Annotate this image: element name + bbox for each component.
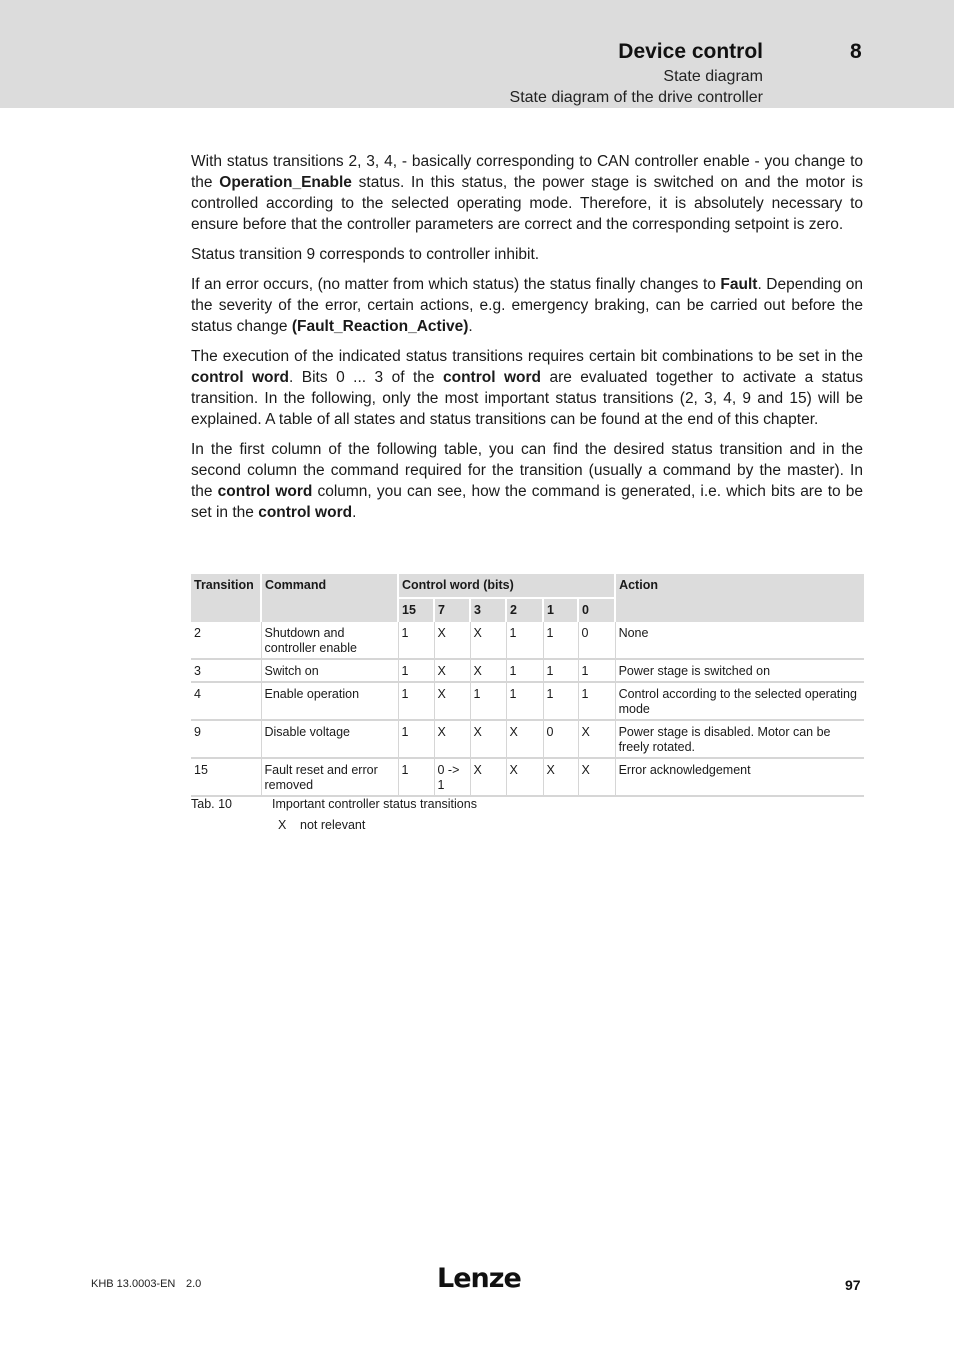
cell-bit: 1	[506, 682, 543, 720]
footer-version: 2.0	[186, 1278, 202, 1290]
table-caption-text: Important controller status transitions	[272, 797, 477, 811]
cell-command: Switch on	[261, 659, 398, 682]
cell-bit: 1	[543, 622, 578, 659]
cell-bit: X	[543, 758, 578, 796]
bit-header: 0	[578, 598, 615, 622]
cell-command: Shutdown and controller enable	[261, 622, 398, 659]
bit-header: 15	[398, 598, 434, 622]
table-row	[191, 622, 864, 659]
bit-header: 1	[543, 598, 578, 622]
cell-bit: X	[470, 758, 506, 796]
header-control-word: Control word (bits)	[398, 574, 615, 598]
cell-transition: 3	[191, 659, 261, 682]
paragraph: Status transition 9 corresponds to controller inhibit.	[191, 246, 540, 263]
table-row	[191, 659, 864, 682]
cell-bit: X	[470, 720, 506, 758]
cell-bit: 1	[578, 659, 615, 682]
body-text	[191, 151, 863, 532]
cell-bit: 1	[543, 659, 578, 682]
cell-transition: 4	[191, 682, 261, 720]
footer-document-id: KHB 13.0003-EN	[91, 1278, 176, 1290]
table-row	[191, 682, 864, 720]
cell-command: Disable voltage	[261, 720, 398, 758]
cell-action: Power stage is disabled. Motor can be freely rotated.	[615, 720, 864, 758]
paragraph: The execution of the indicated status transitions requires certain bit combinations to be set in the control word. Bits 0 ... 3 of the control word are evaluated together to activate a status transition. In the following, only the most important status transitions (2, 3, 4, 9 and 15) will be explained. A table of all states and status transitions can be found at the end of this chapter.	[191, 348, 864, 428]
cell-bit: X	[434, 720, 470, 758]
header-command: Command	[261, 574, 398, 622]
cell-bit: 0 -> 1	[434, 758, 470, 796]
cell-bit: 1	[578, 682, 615, 720]
bit-header: 7	[434, 598, 470, 622]
cell-bit: 1	[470, 682, 506, 720]
cell-bit: 1	[398, 659, 434, 682]
cell-bit: X	[578, 720, 615, 758]
cell-bit: 0	[543, 720, 578, 758]
cell-bit: X	[434, 682, 470, 720]
subsection-subtitle: State diagram of the drive controller	[509, 89, 763, 106]
bit-header: 2	[506, 598, 543, 622]
legend-text: not relevant	[300, 818, 366, 832]
cell-bit: 1	[398, 622, 434, 659]
cell-bit: 0	[578, 622, 615, 659]
cell-command: Enable operation	[261, 682, 398, 720]
cell-bit: X	[470, 622, 506, 659]
legend-key: X	[278, 818, 287, 832]
cell-bit: 1	[398, 758, 434, 796]
cell-transition: 15	[191, 758, 261, 796]
cell-transition: 9	[191, 720, 261, 758]
status-transition-table	[191, 574, 864, 797]
paragraph: In the first column of the following table, you can find the desired status transition and in the second column the command required for the transition (usually a command by the master). In the control word column, you can see, how the command is generated, i.e. which bits are to be set in the control word.	[191, 441, 863, 521]
cell-bit: X	[434, 659, 470, 682]
cell-action: Control according to the selected operating mode	[615, 682, 864, 720]
section-subtitle: State diagram	[663, 68, 763, 85]
page-number: 97	[845, 1277, 861, 1293]
cell-bit: 1	[543, 682, 578, 720]
table-caption-label: Tab. 10	[191, 797, 233, 811]
cell-transition: 2	[191, 622, 261, 659]
cell-bit: X	[506, 720, 543, 758]
lenze-logo: Lenze	[437, 1263, 521, 1294]
cell-bit: 1	[506, 659, 543, 682]
cell-bit: 1	[506, 622, 543, 659]
cell-bit: X	[506, 758, 543, 796]
paragraph: With status transitions 2, 3, 4, - basically corresponding to CAN controller enable - you change to the Operation_Enable status. In this status, the power stage is switched on and the motor is controlled according to the selected operating mode. Therefore, it is absolutely necessary to ensure before that the controller parameters are correct and the corresponding setpoint is zero.	[191, 153, 863, 233]
table-row	[191, 758, 864, 796]
bit-header: 3	[470, 598, 506, 622]
header-transition: Transition	[191, 574, 261, 622]
cell-bit: 1	[398, 720, 434, 758]
cell-bit: X	[578, 758, 615, 796]
chapter-title: Device control	[618, 40, 763, 63]
header-band	[0, 0, 954, 108]
cell-action: None	[615, 622, 864, 659]
cell-action: Error acknowledgement	[615, 758, 864, 796]
cell-command: Fault reset and error removed	[261, 758, 398, 796]
cell-bit: X	[434, 622, 470, 659]
cell-bit: X	[470, 659, 506, 682]
paragraph: If an error occurs, (no matter from which status) the status finally changes to Fault. Depending on the severity of the error, certain actions, e.g. emergency braking, can be carried out before the status change (Fault_Reaction_Active).	[191, 276, 864, 335]
cell-bit: 1	[398, 682, 434, 720]
cell-action: Power stage is switched on	[615, 659, 864, 682]
header-action: Action	[615, 574, 864, 622]
chapter-number: 8	[850, 40, 862, 63]
table-row	[191, 720, 864, 758]
